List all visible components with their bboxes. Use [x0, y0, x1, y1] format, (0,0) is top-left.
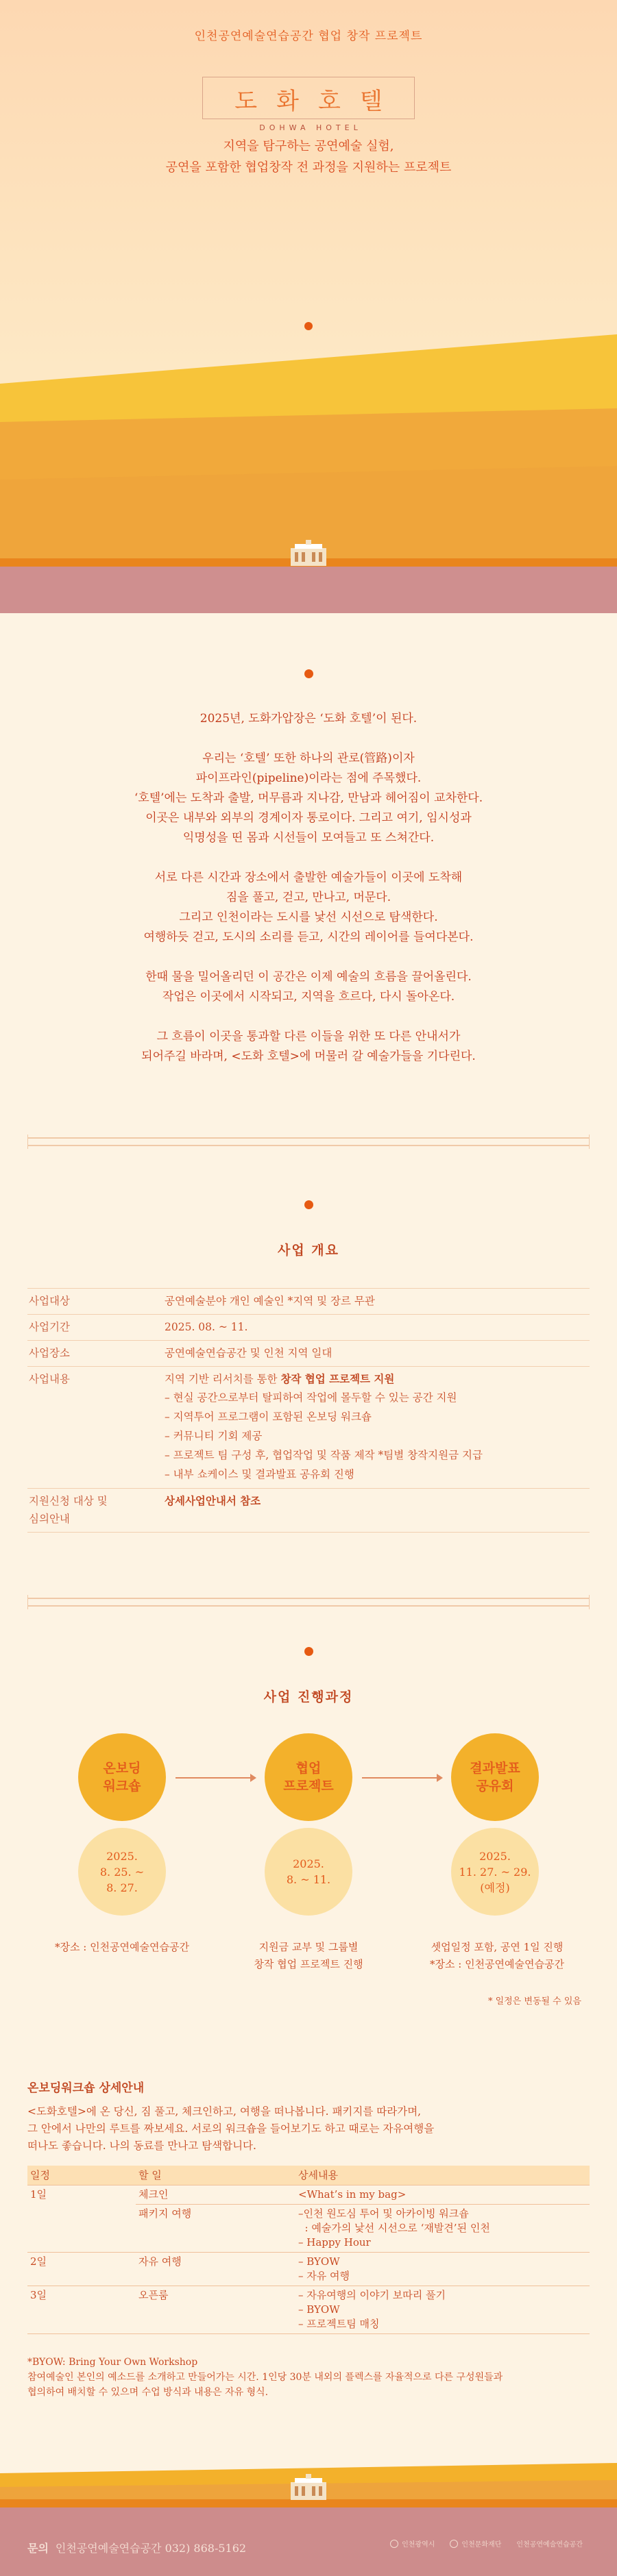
footer-logos — [390, 2538, 583, 2549]
overview-key: 사업대상 — [27, 1289, 165, 1315]
schedule-day: 3일 — [27, 2286, 136, 2334]
intro-line: 서로 다른 시간과 장소에서 출발한 예술가들이 이곳에 도착해 — [154, 871, 463, 884]
schedule-row — [27, 2185, 590, 2205]
hero-lead-line: 지역을 탐구하는 공연예술 실험, — [223, 139, 394, 153]
detail-line: <What’s in my bag> — [298, 2188, 407, 2201]
overview-row — [27, 1289, 590, 1315]
overview-key: 지원신청 대상 및 심의안내 — [27, 1489, 165, 1533]
detail-line: – 자유여행의 이야기 보따리 풀기 — [298, 2289, 446, 2301]
overview-value: 2025. 08. ~ 11. — [165, 1315, 590, 1341]
step-2-date: 2025. 8. ~ 11. — [265, 1828, 352, 1916]
schedule-day — [27, 2205, 136, 2253]
footer-label: 문의 — [27, 2542, 49, 2555]
section-dot — [304, 1200, 313, 1209]
detail-line: – BYOW — [298, 2303, 340, 2316]
overview-value: 공연예술분야 개인 예술인 *지역 및 장르 무관 — [165, 1289, 590, 1315]
schedule-details — [295, 2185, 590, 2205]
hero-lead — [0, 136, 617, 178]
logo-subtitle-en: DOHWA HOTEL — [259, 123, 362, 132]
detail-line: – BYOW — [298, 2255, 340, 2268]
overview-table — [27, 1288, 590, 1533]
divider — [27, 1598, 590, 1607]
overview-key: 사업장소 — [27, 1341, 165, 1367]
onboarding-title: 온보딩워크숍 상세안내 — [27, 2081, 145, 2095]
content-item: – 프로젝트 팀 구성 후, 협업작업 및 작품 제작 *팀별 창작지원금 지급 — [165, 1449, 483, 1461]
footer-landscape — [0, 2449, 617, 2511]
schedule-row — [27, 2286, 590, 2334]
content-item: – 지역투어 프로그램이 포함된 온보딩 워크숍 — [165, 1411, 372, 1423]
schedule-day: 2일 — [27, 2253, 136, 2286]
circle-icon — [390, 2540, 398, 2548]
schedule-task: 패키지 여행 — [136, 2205, 295, 2253]
intro-paragraph — [0, 868, 617, 948]
intro-paragraph — [0, 1027, 617, 1067]
intro-line: 짐을 풀고, 걷고, 만나고, 머문다. — [226, 891, 391, 904]
content-item: – 커뮤니티 기회 제공 — [165, 1430, 263, 1442]
schedule-task: 자유 여행 — [136, 2253, 295, 2286]
onboarding-desc: <도화호텔>에 온 당신, 짐 풀고, 체크인하고, 여행을 떠나봅니다. 패키지를 따라가며, 그 안에서 나만의 루트를 짜보세요. 서로의 워크숍을 들어보기도 하고 때로는 자유여행을 떠나도 좋습니다. 나의 동료를 만나고 탐색합니다. — [27, 2105, 435, 2152]
step-2-circle: 협업 프로젝트 — [265, 1733, 352, 1821]
section-dot — [304, 669, 313, 678]
step-3-circle: 결과발표 공유회 — [451, 1733, 539, 1821]
overview-value: 공연예술연습공간 및 인천 지역 일대 — [165, 1341, 590, 1367]
col-header: 상세내용 — [295, 2166, 590, 2185]
schedule-row — [27, 2205, 590, 2253]
hero-subtitle: 인천공연예술연습공간 협업 창작 프로젝트 — [194, 29, 423, 43]
hero-dot — [304, 322, 313, 330]
footer-phone[interactable]: 인천공연예술연습공간 032) 868-5162 — [55, 2542, 247, 2555]
process-title: 사업 진행과정 — [263, 1689, 354, 1705]
overview-value: 지역 기반 리서치를 통한 창작 협업 프로젝트 지원 – 현실 공간으로부터 탈피하여 작업에 몰두할 수 있는 공간 지원 – 지역투어 프로그램이 포함된 온보딩 워크숍 – 커뮤니티 기회 제공 – 프로젝트 팀 구성 후, 협업작업 및 작품 제작 *팀별 창작지원금 지급 – 내부 쇼케이스 및 결과발표 공유회 진행 — [165, 1367, 590, 1489]
schedule-disclaimer: * 일정은 변동될 수 있음 — [487, 1996, 581, 2007]
col-header: 일정 — [27, 2166, 136, 2185]
footer-contact — [27, 2540, 246, 2555]
step-1-note: *장소 : 인천공연예술연습공간 — [55, 1941, 189, 1953]
intro-line: 2025년, 도화가압장은 ‘도화 호텔’이 된다. — [199, 712, 418, 726]
hero-lead-line: 공연을 포함한 협업창작 전 과정을 지원하는 프로젝트 — [165, 160, 452, 175]
step-3-date: 2025. 11. 27. ~ 29. (예정) — [451, 1828, 539, 1916]
overview-key: 사업내용 — [27, 1367, 165, 1489]
onboarding-table — [27, 2166, 590, 2334]
content-item: – 내부 쇼케이스 및 결과발표 공유회 진행 — [165, 1468, 354, 1481]
overview-row — [27, 1315, 590, 1341]
detail-line: – 자유 여행 — [298, 2270, 350, 2282]
detail-line: – Happy Hour — [298, 2236, 371, 2249]
schedule-details — [295, 2205, 590, 2253]
incheon-foundation-logo: 인천문화재단 — [450, 2538, 501, 2549]
schedule-task: 체크인 — [136, 2185, 295, 2205]
intro-section — [0, 613, 617, 1144]
intro-text — [0, 709, 617, 1067]
intro-line: 되어주길 바라며, <도화 호텔>에 머물러 갈 예술가들을 기다린다. — [141, 1050, 476, 1063]
practice-space-logo: 인천공연예술연습공간 — [516, 2541, 583, 2549]
schedule-day: 1일 — [27, 2185, 136, 2205]
onboarding-footnote: *BYOW: Bring Your Own Workshop 참여예술인 본인의 예소드를 소개하고 만들어가는 시간. 1인당 30분 내외의 플렉스를 자율적으로 다른 구성원들과 협의하여 배치할 수 있으며 수업 방식과 내용은 자유 형식. — [27, 2357, 503, 2398]
intro-paragraph — [0, 967, 617, 1007]
intro-line: 그리고 인천이라는 도시를 낯선 시선으로 탐색한다. — [179, 911, 438, 924]
intro-line: 여행하듯 걷고, 도시의 소리를 듣고, 시간의 레이어를 들여다본다. — [143, 930, 474, 944]
overview-row — [27, 1489, 590, 1533]
overview-key: 사업기간 — [27, 1315, 165, 1341]
intro-paragraph — [0, 709, 617, 729]
arrow-right-icon — [176, 1777, 255, 1779]
schedule-details — [295, 2286, 590, 2334]
logo-title: 도화호텔 — [234, 88, 402, 115]
detail-line: – 프로젝트팀 매칭 — [298, 2318, 380, 2330]
step-2-note: 지원금 교부 및 그룹별 창작 협업 프로젝트 진행 — [254, 1941, 363, 1970]
step-1-circle: 온보딩 워크숍 — [78, 1733, 166, 1821]
overview-title: 사업 개요 — [277, 1243, 340, 1258]
divider — [27, 1137, 590, 1146]
intro-line: 이곳은 내부와 외부의 경계이자 통로이다. 그리고 여기, 임시성과 — [145, 811, 472, 825]
intro-line: 우리는 ‘호텔’ 또한 하나의 관로(管路)이자 — [202, 752, 415, 765]
arrow-right-icon — [362, 1777, 441, 1779]
step-3-note: 셋업일정 포함, 공연 1일 진행 *장소 : 인천공연예술연습공간 — [430, 1941, 564, 1970]
step-1-date: 2025. 8. 25. ~ 8. 27. — [78, 1828, 166, 1916]
hero-section — [0, 0, 617, 613]
intro-line: 그 흐름이 이곳을 통과할 다른 이들을 위한 또 다른 안내서가 — [156, 1030, 461, 1043]
schedule-task: 오픈룸 — [136, 2286, 295, 2334]
incheon-city-logo: 인천광역시 — [390, 2538, 435, 2549]
intro-line: 한때 물을 밀어올리던 이 공간은 이제 예술의 흐름을 끌어올린다. — [145, 970, 472, 984]
detail-line: –인천 원도심 투어 및 아카이빙 워크숍 — [298, 2207, 469, 2220]
section-dot — [304, 1647, 313, 1656]
overview-row — [27, 1367, 590, 1489]
detail-line: : 예술가의 낯선 시선으로 ‘재발견’된 인천 — [298, 2222, 490, 2234]
schedule-details — [295, 2253, 590, 2286]
overview-row — [27, 1341, 590, 1367]
intro-paragraph — [0, 749, 617, 848]
intro-line: 익명성을 띤 몸과 시선들이 모여들고 또 스쳐간다. — [182, 831, 435, 845]
intro-line: 작업은 이곳에서 시작되고, 지역을 흐르다, 다시 돌아온다. — [162, 990, 455, 1004]
circle-icon — [450, 2540, 458, 2548]
content-item: – 현실 공간으로부터 탈피하여 작업에 몰두할 수 있는 공간 지원 — [165, 1391, 457, 1404]
overview-value: 상세사업안내서 참조 — [165, 1489, 590, 1533]
schedule-row — [27, 2253, 590, 2286]
intro-line: 파이프라인(pipeline)이라는 점에 주목했다. — [195, 771, 422, 785]
col-header: 할 일 — [136, 2166, 295, 2185]
intro-line: ‘호텔’에는 도착과 출발, 머무름과 지나감, 만남과 헤어짐이 교차한다. — [134, 791, 483, 805]
